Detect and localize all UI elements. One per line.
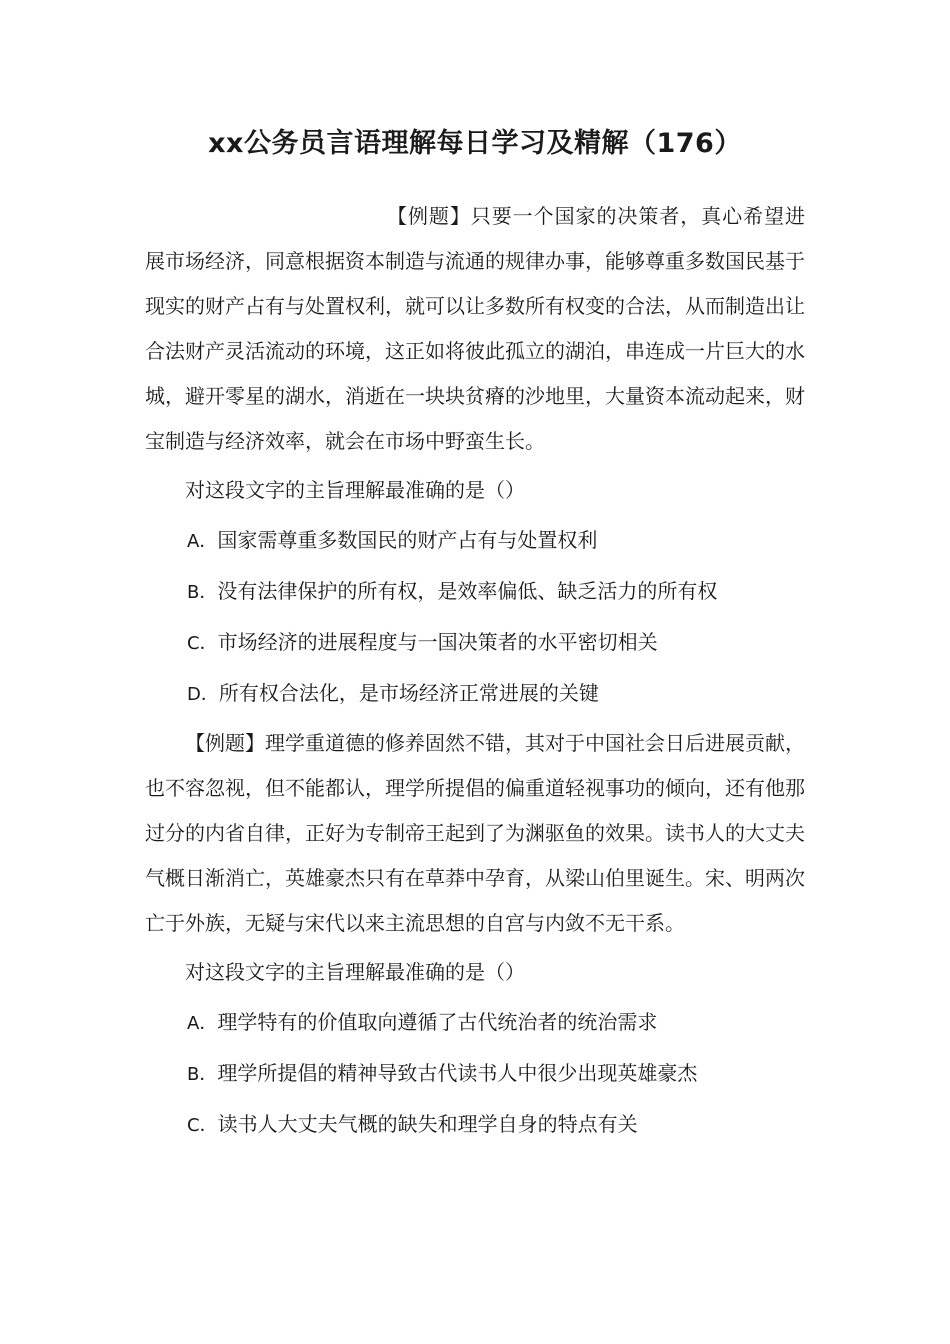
option-text: 所有权合法化，是市场经济正常进展的关键 — [218, 681, 599, 705]
option-letter: B． — [187, 1064, 218, 1085]
question-passage: 【例题】只要一个国家的决策者，真心希望进展市场经济，同意根据资本制造与流通的规律办事，能够尊重多数国民基于现实的财产占有与处置权利，就可以让多数所有权变的合法，从而制造出让合法财产灵活流动的环境，这正如将彼此孤立的湖泊，串连成一片巨大的水城，避开零星的湖水，消逝在一块块贫瘠的沙地里，大量资本流动起来，财宝制造与经济效率，就会在市场中野蛮生长。 — [145, 204, 805, 453]
option-letter: C． — [187, 1115, 218, 1136]
option-letter: D． — [187, 684, 219, 705]
option-text: 理学特有的价值取向遵循了古代统治者的统治需求 — [217, 1010, 658, 1034]
question-block-1 — [145, 194, 805, 717]
option-letter: B． — [187, 582, 218, 603]
option-b — [145, 569, 805, 615]
option-text: 读书人大丈夫气概的缺失和理学自身的特点有关 — [217, 1112, 638, 1136]
option-text: 理学所提倡的精神导致古代读书人中很少出现英雄豪杰 — [217, 1061, 698, 1085]
option-c — [145, 1102, 805, 1148]
option-text: 没有法律保护的所有权，是效率偏低、缺乏活力的所有权 — [217, 579, 718, 603]
option-d — [145, 671, 805, 717]
option-letter: C． — [187, 633, 218, 654]
option-b — [145, 1051, 805, 1097]
option-a — [145, 1000, 805, 1046]
question-prompt: 对这段文字的主旨理解最准确的是（） — [185, 478, 525, 502]
option-text: 市场经济的进展程度与一国决策者的水平密切相关 — [217, 630, 658, 654]
question-passage: 【例题】理学重道德的修养固然不错，其对于中国社会日后进展贡献，也不容忽视，但不能都认，理学所提倡的偏重道轻视事功的倾向，还有他那过分的内省自律，正好为专制帝王起到了为渊驱鱼的效果。读书人的大丈夫气概日渐消亡，英雄豪杰只有在草莽中孕育，从梁山伯里诞生。宋、明两次亡于外族，无疑与宋代以来主流思想的自宫与内敛不无干系。 — [145, 731, 805, 935]
option-a — [145, 518, 805, 564]
option-letter: A． — [187, 1013, 218, 1034]
question-prompt: 对这段文字的主旨理解最准确的是（） — [185, 960, 525, 984]
option-c — [145, 620, 805, 666]
document-page — [145, 120, 805, 1148]
question-block-2 — [145, 721, 805, 1148]
option-letter: A． — [187, 531, 218, 552]
option-text: 国家需尊重多数国民的财产占有与处置权利 — [217, 528, 598, 552]
document-title: xx公务员言语理解每日学习及精解（176） — [208, 128, 742, 159]
